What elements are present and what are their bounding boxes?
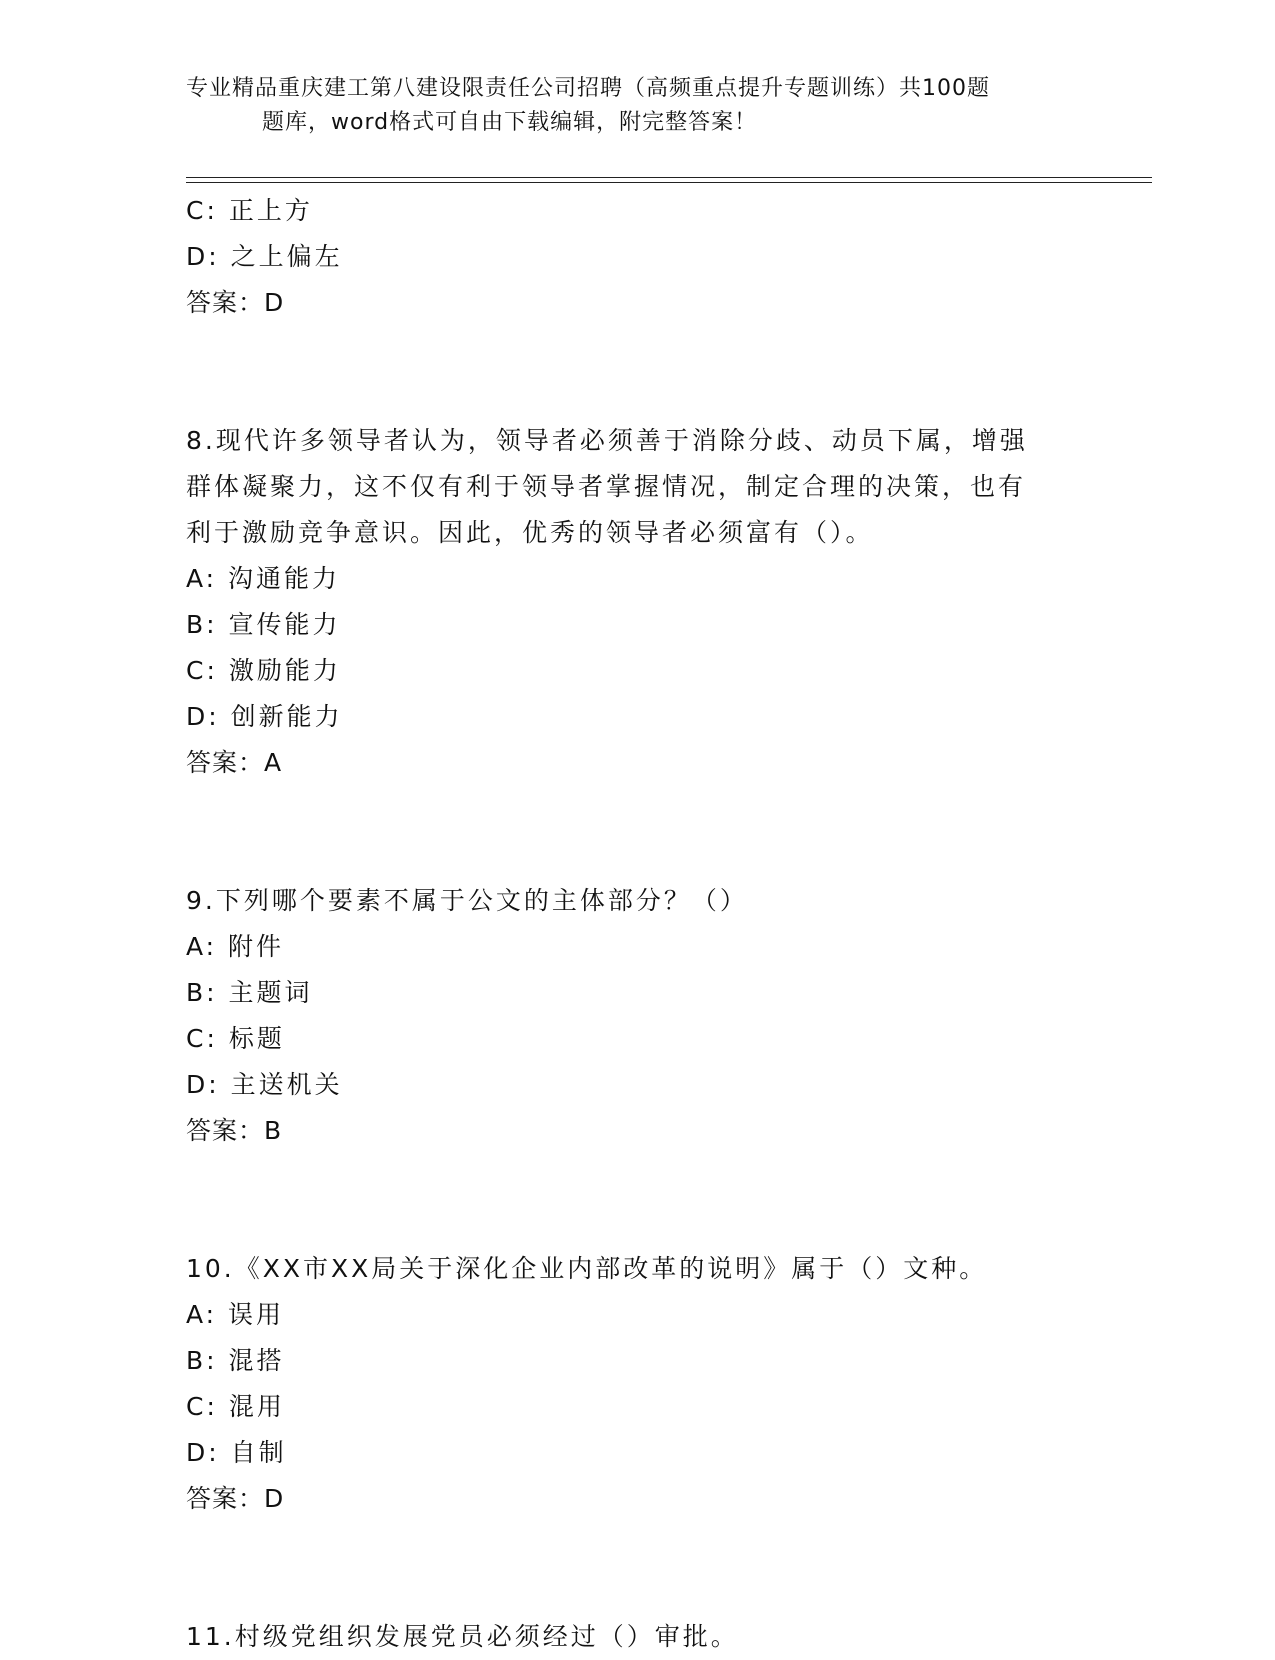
option-a <box>186 924 1066 970</box>
option-text: 误用 <box>228 1300 285 1329</box>
question-11 <box>186 1614 1066 1660</box>
option-d <box>186 234 1066 280</box>
option-label: A: <box>186 932 218 961</box>
option-label: D: <box>186 1438 220 1467</box>
option-label: B: <box>186 610 218 639</box>
option-a <box>186 556 1066 602</box>
option-b <box>186 1338 1066 1384</box>
option-text: 自制 <box>230 1438 287 1467</box>
option-label: A: <box>186 564 218 593</box>
question-spacer <box>186 1154 1066 1246</box>
header-title-line-1: 专业精品重庆建工第八建设限责任公司招聘（高频重点提升专题训练）共100题 <box>186 76 990 101</box>
option-label: D: <box>186 702 220 731</box>
option-label: C: <box>186 1392 218 1421</box>
option-c <box>186 1016 1066 1062</box>
option-a <box>186 1292 1066 1338</box>
question-text-line: 8.现代许多领导者认为，领导者必须善于消除分歧、动员下属，增强 <box>186 426 1028 455</box>
option-c <box>186 188 1066 234</box>
option-label: D: <box>186 1070 220 1099</box>
option-d <box>186 1062 1066 1108</box>
header-divider-bottom <box>186 182 1152 183</box>
answer-line: 答案：B <box>186 1116 283 1145</box>
answer-line: 答案：A <box>186 748 283 777</box>
option-label: C: <box>186 656 218 685</box>
document-header <box>186 72 1066 140</box>
option-text: 标题 <box>228 1024 285 1053</box>
option-b <box>186 970 1066 1016</box>
option-text: 宣传能力 <box>228 610 341 639</box>
question-spacer <box>186 786 1066 878</box>
option-label: B: <box>186 1346 218 1375</box>
question-9 <box>186 878 1066 1154</box>
question-7-continuation <box>186 188 1066 326</box>
header-title-line-2: 题库，word格式可自由下载编辑，附完整答案！ <box>262 110 758 135</box>
question-text-line: 9.下列哪个要素不属于公文的主体部分？（） <box>186 886 748 915</box>
option-label: C: <box>186 1024 218 1053</box>
question-text-line: 11.村级党组织发展党员必须经过（）审批。 <box>186 1622 739 1651</box>
option-b <box>186 602 1066 648</box>
header-divider-top <box>186 177 1152 178</box>
question-10 <box>186 1246 1066 1522</box>
option-text: 混搭 <box>228 1346 285 1375</box>
option-c <box>186 1384 1066 1430</box>
question-text-line: 利于激励竞争意识。因此，优秀的领导者必须富有（）。 <box>186 518 874 547</box>
answer-line: 答案：D <box>186 1484 285 1513</box>
option-text: 附件 <box>228 932 285 961</box>
question-spacer <box>186 1522 1066 1614</box>
question-8 <box>186 418 1066 786</box>
option-text: 沟通能力 <box>228 564 341 593</box>
option-text: 创新能力 <box>230 702 343 731</box>
option-d <box>186 1430 1066 1476</box>
question-list <box>186 188 1066 1660</box>
option-label: C: <box>186 196 218 225</box>
option-text: 主题词 <box>228 978 313 1007</box>
option-text: 正上方 <box>228 196 313 225</box>
option-label: A: <box>186 1300 218 1329</box>
option-text: 混用 <box>228 1392 285 1421</box>
option-c <box>186 648 1066 694</box>
answer-line: 答案：D <box>186 288 285 317</box>
option-text: 激励能力 <box>228 656 341 685</box>
option-label: B: <box>186 978 218 1007</box>
option-label: D: <box>186 242 220 271</box>
question-text-line: 群体凝聚力，这不仅有利于领导者掌握情况，制定合理的决策，也有 <box>186 472 1027 501</box>
option-text: 主送机关 <box>230 1070 343 1099</box>
option-d <box>186 694 1066 740</box>
option-text: 之上偏左 <box>230 242 343 271</box>
question-text-line: 10.《XX市XX局关于深化企业内部改革的说明》属于（）文种。 <box>186 1254 988 1283</box>
question-spacer <box>186 326 1066 418</box>
